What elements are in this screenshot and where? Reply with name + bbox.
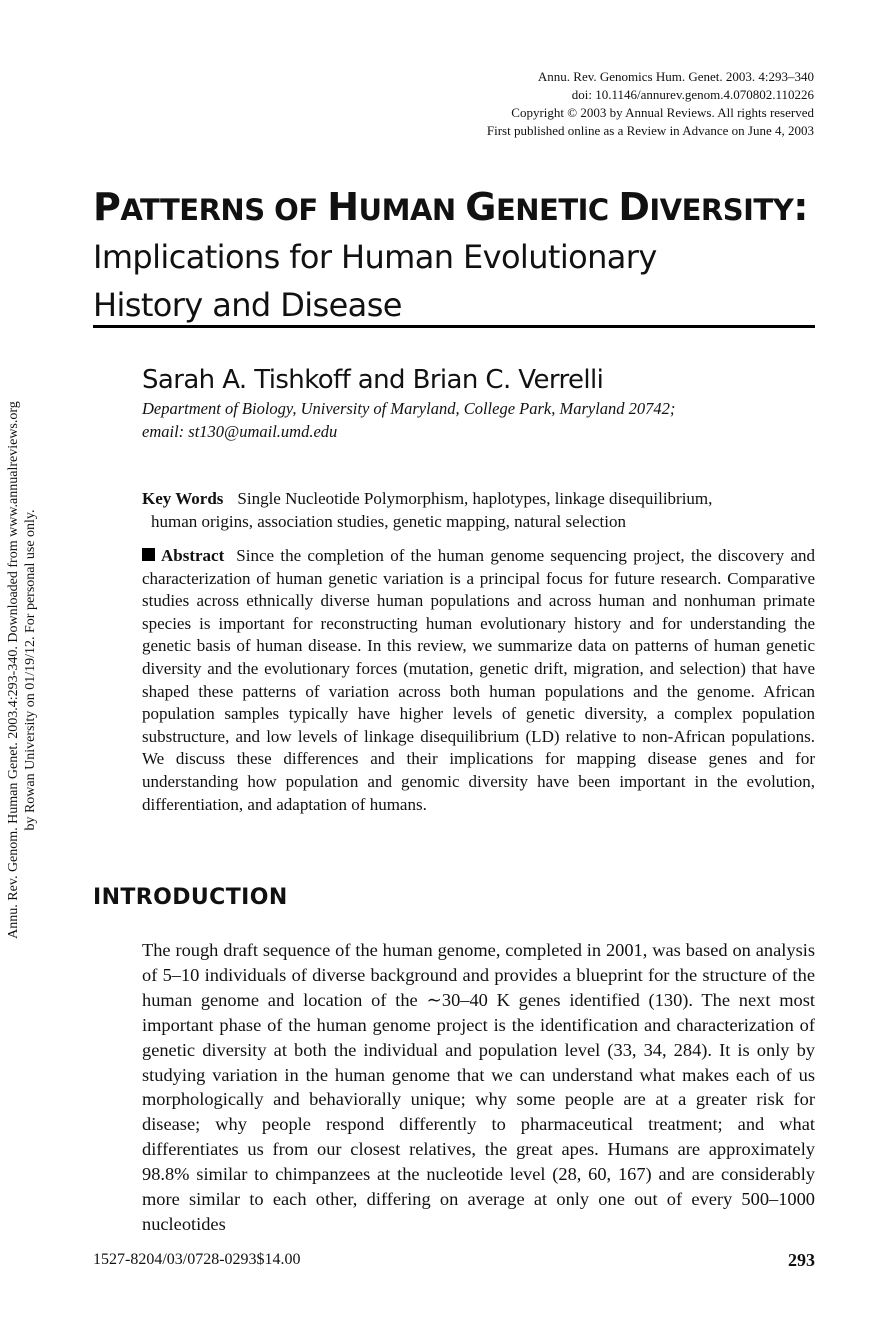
title-rule [93,325,815,328]
page-number: 293 [788,1250,815,1270]
keywords-line-2: human origins, association studies, genetic mapping, natural selection [151,512,626,531]
subtitle-line-1: Implications for Human Evolutionary [93,238,657,276]
introduction-paragraph: The rough draft sequence of the human genome, completed in 2001, was based on analysis of 5–10 individuals of diverse background and provides a blueprint for the structure of the human genome and location of the ∼30–40 K genes identified (130). The next most important phase of the human genome project is the identification and characterization of genetic diversity at both the individual and population level (33, 34, 284). It is only by studying variation in the human genome that we can understand what makes each of us morphologically and behaviorally unique; why some people are at a greater risk for disease; why people respond differently to pharmaceutical treatment; and what differentiates us from our closest relatives, the great apes. Humans are approximately 98.8% similar to chimpanzees at the nucleotide level (28, 60, 167) and are considerably more similar to each other, differing on average at only one out of every 500–1000 nucleotides [142,940,815,1234]
title-smallcaps: ENETIC [495,193,619,227]
title-main [93,184,815,233]
keywords-block [142,487,815,533]
title-colon: : [793,185,808,229]
watermark-line-2: by Rowan University on 01/19/12. For personal use only. [23,509,38,831]
title-smallcaps: ATTERNS OF [120,193,328,227]
watermark-line-1: Annu. Rev. Genom. Human Genet. 2003.4:293-340. Downloaded from www.annualreviews.org [6,401,21,939]
title-smallcaps: IVERSITY [649,193,794,227]
article-title [93,184,815,329]
keywords-heading: Key Words [142,489,224,508]
title-cap: H [327,185,359,229]
doi-line: doi: 10.1146/annurev.genom.4.070802.110226 [571,87,814,102]
keywords-line-1: Single Nucleotide Polymorphism, haplotypes, linkage disequilibrium, [237,489,713,508]
copyright-line: Copyright © 2003 by Annual Reviews. All rights reserved [511,105,814,120]
title-cap: D [618,185,650,229]
affiliation-line: Department of Biology, University of Maryland, College Park, Maryland 20742; [142,399,676,418]
title-cap: G [465,185,496,229]
journal-header [394,68,814,140]
abstract-text: Since the completion of the human genome sequencing project, the discovery and characterization of human genetic variation is a principal focus for future research. Comparative studies across ethnically diverse human populations and across human and nonhuman primate species is important for reconstructing human evolutionary history and for understanding the genetic basis of human disease. In this review, we summarize data on patterns of human genetic diversity and the evolutionary forces (mutation, genetic drift, migration, and selection) that have shaped these patterns of variation across both human populations and the genome. African population samples typically have higher levels of genetic diversity, a complex population substructure, and low levels of linkage disequilibrium (LD) relative to non-African populations. We discuss these differences and their implications for mapping disease genes and for understanding how population and genomic diversity have been important in the evolution, differentiation, and adaptation of humans. [142,546,815,814]
title-smallcaps: UMAN [358,193,466,227]
journal-citation: Annu. Rev. Genomics Hum. Genet. 2003. 4:293–340 [537,69,814,84]
subtitle-line-2: History and Disease [93,286,402,324]
author-affiliation [142,397,822,443]
introduction-heading: INTRODUCTION [93,885,288,910]
download-watermark [5,340,39,1000]
author-names: Sarah A. Tishkoff and Brian C. Verrelli [142,365,604,395]
published-line: First published online as a Review in Advance on June 4, 2003 [486,123,814,138]
footer-code: 1527-8204/03/0728-0293$14.00 [93,1251,301,1268]
abstract-heading: Abstract [161,546,225,565]
square-bullet-icon [142,548,155,561]
author-email: email: st130@umail.umd.edu [142,422,338,441]
title-cap: P [93,185,121,229]
abstract-block [142,545,815,816]
